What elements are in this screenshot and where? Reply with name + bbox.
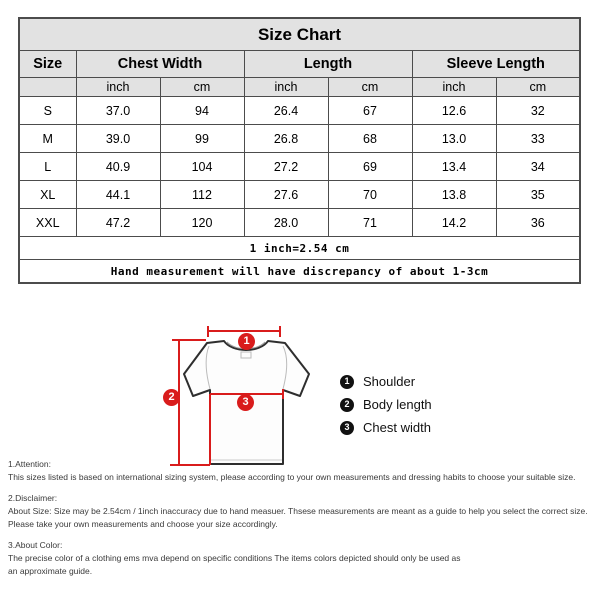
value-cell: 40.9 <box>76 153 160 181</box>
note-attention <box>8 458 594 484</box>
legend-label-chest-width: Chest width <box>363 420 431 435</box>
note-disclaimer-text-1: About Size: Size may be 2.54cm / 1inch inaccuracy due to hand measuer. Thsese measurements are meant as a guide to help you select the correct size. <box>8 506 588 516</box>
inch-conversion-note: 1 inch=2.54 cm <box>19 237 580 260</box>
note-about-color-text-1: The precise color of a clothing ems mva depend on specific conditions The items colors depicted should only be used as <box>8 553 461 563</box>
value-cell: 33 <box>496 125 580 153</box>
table-row-xxl <box>19 209 580 237</box>
measure-legend <box>340 374 432 435</box>
value-cell: 112 <box>160 181 244 209</box>
value-cell: 44.1 <box>76 181 160 209</box>
note-attention-heading: 1.Attention: <box>8 459 52 469</box>
col-header-length: Length <box>244 51 412 78</box>
value-cell: 47.2 <box>76 209 160 237</box>
table-row-s <box>19 97 580 125</box>
note-attention-text: This sizes listed is based on international sizing system, please according to your own measurements and dressing habits to choose your suitable size. <box>8 472 576 482</box>
value-cell: 67 <box>328 97 412 125</box>
value-cell: 120 <box>160 209 244 237</box>
badge-body-length: 2 <box>163 389 180 406</box>
size-chart-table <box>18 17 581 284</box>
value-cell: 68 <box>328 125 412 153</box>
table-header-row <box>19 51 580 78</box>
value-cell: 28.0 <box>244 209 328 237</box>
legend-dot-2-icon: 2 <box>340 398 354 412</box>
unit-cell: cm <box>496 78 580 97</box>
legend-label-body-length: Body length <box>363 397 432 412</box>
value-cell: 14.2 <box>412 209 496 237</box>
value-cell: 36 <box>496 209 580 237</box>
unit-cell: inch <box>76 78 160 97</box>
hand-measurement-note: Hand measurement will have discrepancy of about 1-3cm <box>19 260 580 284</box>
size-cell: S <box>19 97 76 125</box>
legend-dot-3-icon: 3 <box>340 421 354 435</box>
table-row-xl <box>19 181 580 209</box>
note-about-color-heading: 3.About Color: <box>8 540 63 550</box>
value-cell: 27.2 <box>244 153 328 181</box>
note-disclaimer <box>8 492 594 531</box>
value-cell: 39.0 <box>76 125 160 153</box>
note-about-color-text-2: an approximate guide. <box>8 566 93 576</box>
badge-shoulder: 1 <box>238 333 255 350</box>
value-cell: 32 <box>496 97 580 125</box>
legend-item-shoulder <box>340 374 432 389</box>
value-cell: 35 <box>496 181 580 209</box>
legend-label-shoulder: Shoulder <box>363 374 416 389</box>
legend-dot-1-icon: 1 <box>340 375 354 389</box>
note-about-color <box>8 539 594 578</box>
value-cell: 99 <box>160 125 244 153</box>
value-cell: 34 <box>496 153 580 181</box>
unit-cell: inch <box>412 78 496 97</box>
table-title: Size Chart <box>19 18 580 51</box>
size-cell: L <box>19 153 76 181</box>
value-cell: 37.0 <box>76 97 160 125</box>
table-row-l <box>19 153 580 181</box>
col-header-size: Size <box>19 51 76 78</box>
value-cell: 104 <box>160 153 244 181</box>
col-header-sleeve: Sleeve Length <box>412 51 580 78</box>
table-units-row <box>19 78 580 97</box>
legend-item-body-length <box>340 397 432 412</box>
notes-section <box>8 458 594 586</box>
units-empty-cell <box>19 78 76 97</box>
unit-cell: inch <box>244 78 328 97</box>
value-cell: 71 <box>328 209 412 237</box>
value-cell: 13.0 <box>412 125 496 153</box>
size-cell: XXL <box>19 209 76 237</box>
table-title-row <box>19 18 580 51</box>
value-cell: 69 <box>328 153 412 181</box>
table-note-row-1 <box>19 237 580 260</box>
size-cell: XL <box>19 181 76 209</box>
value-cell: 27.6 <box>244 181 328 209</box>
unit-cell: cm <box>328 78 412 97</box>
value-cell: 13.8 <box>412 181 496 209</box>
table-row-m <box>19 125 580 153</box>
value-cell: 26.4 <box>244 97 328 125</box>
legend-item-chest-width <box>340 420 432 435</box>
table-note-row-2 <box>19 260 580 284</box>
note-disclaimer-text-2: Please take your own measurements and choose your size accordingly. <box>8 519 278 529</box>
unit-cell: cm <box>160 78 244 97</box>
badge-chest-width: 3 <box>237 394 254 411</box>
value-cell: 13.4 <box>412 153 496 181</box>
value-cell: 94 <box>160 97 244 125</box>
size-cell: M <box>19 125 76 153</box>
value-cell: 70 <box>328 181 412 209</box>
note-disclaimer-heading: 2.Disclaimer: <box>8 493 58 503</box>
value-cell: 26.8 <box>244 125 328 153</box>
col-header-chest: Chest Width <box>76 51 244 78</box>
value-cell: 12.6 <box>412 97 496 125</box>
